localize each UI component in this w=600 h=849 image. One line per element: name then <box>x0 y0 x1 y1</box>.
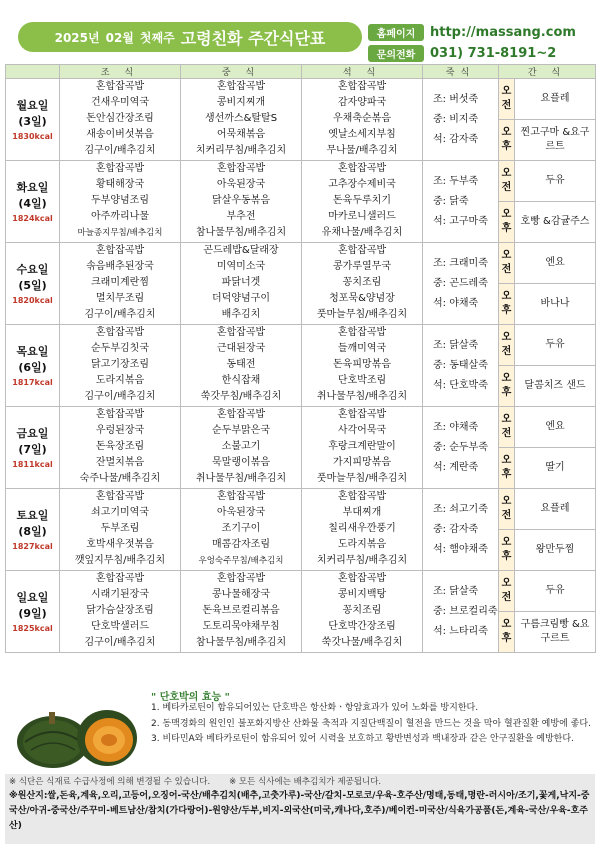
day-name: 금요일 <box>16 426 49 440</box>
breakfast-item: 멸치무조림 <box>95 293 145 304</box>
notes-box <box>5 774 595 844</box>
homepage-label: 홈페이지 <box>368 24 424 41</box>
day-name: 목요일 <box>16 344 49 358</box>
lunch-item: 조기구이 <box>221 523 261 534</box>
dinner-item: 혼합잡곡밥 <box>337 573 387 584</box>
dinner-item: 고추장수제비국 <box>328 179 396 190</box>
breakfast-item: 호박새우젓볶음 <box>86 539 154 550</box>
lunch-item: 콩나물해장국 <box>212 589 270 600</box>
breakfast-cell <box>60 489 181 571</box>
porridge-item: 중: 감자죽 <box>433 523 479 535</box>
breakfast-item: 아주까리나물 <box>91 211 149 222</box>
snack-header: 간 식 <box>499 65 596 79</box>
dinner-cell <box>302 407 423 489</box>
contact-box <box>368 22 596 64</box>
porridge-item: 석: 고구마죽 <box>433 215 488 227</box>
lunch-item: 어묵채볶음 <box>216 129 266 140</box>
porridge-item: 조: 닭살죽 <box>433 339 479 351</box>
day-cell <box>6 325 60 407</box>
day-row <box>6 161 596 202</box>
dinner-cell <box>302 571 423 653</box>
breakfast-item: 솎음배추된장국 <box>86 261 154 272</box>
breakfast-item: 혼합잡곡밥 <box>95 163 145 174</box>
dinner-item: 혼합잡곡밥 <box>337 491 387 502</box>
lunch-cell <box>181 407 302 489</box>
dinner-item: 혼합잡곡밥 <box>337 409 387 420</box>
snack-am: 엔요 <box>515 243 596 284</box>
lunch-item: 파닭너겟 <box>221 277 261 288</box>
lunch-item: 배추김치 <box>221 309 261 320</box>
breakfast-item: 김구이/배추김치 <box>84 309 156 320</box>
breakfast-item: 혼합잡곡밥 <box>95 491 145 502</box>
day-row <box>6 407 596 448</box>
snack-pm: 호빵 &감귤주스 <box>515 202 596 243</box>
porridge-item: 중: 순두부죽 <box>433 441 488 453</box>
snack-am: 엔요 <box>515 407 596 448</box>
lunch-item: 쑥갓무침/배추김치 <box>200 391 282 402</box>
porridge-item: 석: 단호박죽 <box>433 379 488 391</box>
porridge-item: 조: 크래미죽 <box>433 257 488 269</box>
pm-text: 오후 <box>501 619 512 644</box>
breakfast-item: 숙주나물/배추김치 <box>79 473 161 484</box>
day-row <box>6 489 596 530</box>
breakfast-item: 두부조림 <box>100 523 140 534</box>
snack-pm: 찐고구마 &요구르트 <box>515 120 596 161</box>
dinner-item: 도라지볶음 <box>337 539 387 550</box>
am-text: 오전 <box>501 250 512 275</box>
breakfast-item: 돈육장조림 <box>95 441 145 452</box>
day-name: 일요일 <box>16 590 49 604</box>
day-kcal: 1811kcal <box>12 459 53 469</box>
dinner-item: 꽁치조림 <box>342 605 382 616</box>
porridge-item: 조: 버섯죽 <box>433 93 479 105</box>
breakfast-item: 김구이/배추김치 <box>84 637 156 648</box>
day-name: 수요일 <box>16 262 49 276</box>
day-cell <box>6 489 60 571</box>
porridge-cell <box>423 161 499 243</box>
day-date: (8일) <box>18 524 47 538</box>
lunch-item: 혼합잡곡밥 <box>216 163 266 174</box>
lunch-item: 참나물무침/배추김치 <box>195 637 287 648</box>
breakfast-item: 돈안심간장조림 <box>86 113 154 124</box>
dinner-item: 혼합잡곡밥 <box>337 163 387 174</box>
dinner-item: 혼합잡곡밥 <box>337 327 387 338</box>
breakfast-item: 건새우미역국 <box>91 97 149 108</box>
dinner-item: 혼합잡곡밥 <box>337 245 387 256</box>
day-kcal: 1817kcal <box>12 377 53 387</box>
porridge-item: 석: 계란죽 <box>433 461 479 473</box>
porridge-cell <box>423 407 499 489</box>
porridge-item: 석: 느타리죽 <box>433 625 488 637</box>
am-text: 오전 <box>501 86 512 111</box>
lunch-cell <box>181 571 302 653</box>
dinner-item: 치커리무침/배추김치 <box>316 555 408 566</box>
am-label <box>499 161 515 202</box>
porridge-item: 석: 햄야채죽 <box>433 543 488 555</box>
breakfast-item: 새송이버섯볶음 <box>86 129 154 140</box>
breakfast-item: 쇠고기미역국 <box>91 507 149 518</box>
lunch-cell <box>181 243 302 325</box>
dinner-item: 단호박조림 <box>337 375 387 386</box>
lunch-item: 돈육브로컬리볶음 <box>202 605 280 616</box>
breakfast-item: 황태해장국 <box>95 179 145 190</box>
porridge-cell <box>423 79 499 161</box>
breakfast-item: 닭고기장조림 <box>91 359 149 370</box>
pm-label <box>499 284 515 325</box>
info-text <box>151 701 591 748</box>
porridge-item: 조: 두부죽 <box>433 175 479 187</box>
dinner-item: 가지피망볶음 <box>333 457 391 468</box>
porridge-item: 석: 야채죽 <box>433 297 479 309</box>
lunch-item: 혼합잡곡밥 <box>216 491 266 502</box>
day-cell <box>6 571 60 653</box>
month: 02월 <box>105 30 134 45</box>
am-text: 오전 <box>501 578 512 603</box>
day-cell <box>6 161 60 243</box>
lunch-item: 도토리묵야채무침 <box>202 621 280 632</box>
pm-text: 오후 <box>501 209 512 234</box>
dinner-item: 단호박간장조림 <box>328 621 396 632</box>
breakfast-item: 혼합잡곡밥 <box>95 81 145 92</box>
day-cell <box>6 243 60 325</box>
origin-text: ※원산지:쌀,돈육,계육,오리,고등어,오징어-국산/배추김치(배추,고춧가루)-국산/갈치-모로코/우육-호주산/명태,동태,명란-러시아/조기,꽃게,낙지-중국산/아귀-중국산/주꾸미-베트남산/참치(가다랑어)-원양산/두부,비지-외국산(미국,캐나다,호주)/베이컨-미국산/식육가공품(돈,계육-국산/우육-호주산) <box>9 791 590 831</box>
day-kcal: 1830kcal <box>12 131 53 141</box>
porridge-item: 조: 닭살죽 <box>433 585 479 597</box>
breakfast-cell <box>60 325 181 407</box>
day-date: (4일) <box>18 196 47 210</box>
porridge-cell <box>423 489 499 571</box>
lunch-item: 혼합잡곡밥 <box>216 573 266 584</box>
dinner-item: 감자양파국 <box>337 97 387 108</box>
dinner-cell <box>302 325 423 407</box>
day-kcal: 1825kcal <box>12 623 53 633</box>
notes-line <box>9 776 591 789</box>
lunch-item: 혼합잡곡밥 <box>216 409 266 420</box>
lunch-item: 치커리무침/배추김치 <box>195 145 287 156</box>
note-change: ※ 식단은 식재료 수급사정에 의해 변경될 수 있습니다. <box>9 777 211 787</box>
pm-label <box>499 202 515 243</box>
breakfast-item: 김구이/배추김치 <box>84 391 156 402</box>
lunch-item: 취나물무침/배추김치 <box>195 473 287 484</box>
snack-pm: 딸기 <box>515 448 596 489</box>
pumpkin-info <box>5 688 595 774</box>
dinner-cell <box>302 489 423 571</box>
porridge-item: 조: 쇠고기죽 <box>433 503 488 515</box>
porridge-item: 중: 브로컬리죽 <box>433 605 498 617</box>
page-title: 고령친화 주간식단표 <box>180 28 326 48</box>
menu-table <box>5 64 596 653</box>
dinner-item: 돈육피망볶음 <box>333 359 391 370</box>
dinner-item: 콩가루열무국 <box>333 261 391 272</box>
am-label <box>499 243 515 284</box>
snack-pm: 달콤치즈 샌드 <box>515 366 596 407</box>
breakfast-item: 단호박샐러드 <box>91 621 149 632</box>
dinner-item: 쑥갓나물/배추김치 <box>321 637 403 648</box>
pm-text: 오후 <box>501 291 512 316</box>
lunch-item: 동태전 <box>226 359 256 370</box>
day-kcal: 1820kcal <box>12 295 53 305</box>
pm-text: 오후 <box>501 537 512 562</box>
breakfast-item: 혼합잡곡밥 <box>95 245 145 256</box>
dinner-header: 석 식 <box>302 65 423 79</box>
dinner-item: 부대찌개 <box>342 507 382 518</box>
breakfast-item: 도라지볶음 <box>95 375 145 386</box>
dinner-item: 마카로니샐러드 <box>328 211 396 222</box>
breakfast-item: 마늘종지무침/배추김치 <box>77 228 163 238</box>
breakfast-item: 두부양념조림 <box>91 195 149 206</box>
menu-header-row <box>6 65 596 79</box>
phone-label: 문의전화 <box>368 45 424 62</box>
year: 2025년 <box>54 30 100 45</box>
lunch-item: 근대된장국 <box>216 343 266 354</box>
breakfast-header: 조 식 <box>60 65 181 79</box>
snack-am: 두유 <box>515 571 596 612</box>
lunch-item: 참나물무침/배추김치 <box>195 227 287 238</box>
dinner-item: 풋마늘무침/배추김치 <box>316 473 408 484</box>
am-text: 오전 <box>501 332 512 357</box>
porridge-cell <box>423 571 499 653</box>
snack-am: 요플레 <box>515 79 596 120</box>
snack-am: 두유 <box>515 161 596 202</box>
info-line: 3. 비타민A와 베타카로틴이 함유되어 있어 시력을 보호하고 황반변성과 백내장과 같은 안구질환을 예방한다. <box>151 734 574 744</box>
lunch-item: 매콤감자조림 <box>212 539 270 550</box>
lunch-item: 더덕양념구이 <box>212 293 270 304</box>
snack-am: 요플레 <box>515 489 596 530</box>
dinner-cell <box>302 161 423 243</box>
porridge-header: 죽식 <box>423 65 499 79</box>
am-text: 오전 <box>501 168 512 193</box>
am-label <box>499 407 515 448</box>
snack-pm: 왕만두찜 <box>515 530 596 571</box>
porridge-cell <box>423 325 499 407</box>
note-kimchi: ※ 모든 식사에는 배추김치가 제공됩니다. <box>229 777 382 787</box>
pm-label <box>499 612 515 653</box>
dinner-item: 콩비지백탕 <box>337 589 387 600</box>
breakfast-item: 혼합잡곡밥 <box>95 573 145 584</box>
porridge-item: 중: 닭죽 <box>433 195 469 207</box>
homepage-link[interactable]: http://massang.com <box>430 24 576 40</box>
am-label <box>499 489 515 530</box>
dinner-item: 들깨미역국 <box>337 343 387 354</box>
lunch-item: 닭살우동볶음 <box>212 195 270 206</box>
am-label <box>499 79 515 120</box>
day-row <box>6 325 596 366</box>
porridge-item: 중: 동태살죽 <box>433 359 488 371</box>
breakfast-cell <box>60 571 181 653</box>
porridge-item: 중: 비지죽 <box>433 113 479 125</box>
lunch-item: 혼합잡곡밥 <box>216 81 266 92</box>
breakfast-item: 크래미계란찜 <box>91 277 149 288</box>
pm-label <box>499 448 515 489</box>
day-kcal: 1824kcal <box>12 213 53 223</box>
lunch-item: 혼합잡곡밥 <box>216 327 266 338</box>
day-date: (6일) <box>18 360 47 374</box>
day-row <box>6 243 596 284</box>
breakfast-item: 혼합잡곡밥 <box>95 409 145 420</box>
dinner-item: 풋마늘무침/배추김치 <box>316 309 408 320</box>
lunch-item: 아욱된장국 <box>216 179 266 190</box>
porridge-item: 석: 감자죽 <box>433 133 479 145</box>
dinner-cell <box>302 79 423 161</box>
lunch-cell <box>181 161 302 243</box>
pm-label <box>499 120 515 161</box>
day-cell <box>6 407 60 489</box>
porridge-item: 중: 곤드레죽 <box>433 277 488 289</box>
breakfast-cell <box>60 407 181 489</box>
day-row <box>6 571 596 612</box>
lunch-item: 소불고기 <box>221 441 261 452</box>
am-text: 오전 <box>501 496 512 521</box>
day-date: (5일) <box>18 278 47 292</box>
lunch-item: 우엉숙주무침/배추김치 <box>198 556 284 566</box>
week: 첫째주 <box>139 30 175 45</box>
day-date: (9일) <box>18 606 47 620</box>
am-label <box>499 325 515 366</box>
breakfast-cell <box>60 79 181 161</box>
breakfast-item: 닭가슴살장조림 <box>86 605 154 616</box>
dinner-item: 취나물무침/배추김치 <box>316 391 408 402</box>
dinner-cell <box>302 243 423 325</box>
day-name: 토요일 <box>16 508 49 522</box>
lunch-item: 묵말랭이볶음 <box>212 457 270 468</box>
porridge-cell <box>423 243 499 325</box>
dinner-item: 사각어묵국 <box>337 425 387 436</box>
lunch-item: 부추전 <box>226 211 256 222</box>
day-date: (3일) <box>18 114 47 128</box>
info-line: 2. 동맥경화의 원인인 불포화지방산 산화물 축적과 지질단백질이 혈전을 만드는 것을 막아 혈관질환 예방에 좋다. <box>151 718 591 729</box>
dinner-item: 혼합잡곡밥 <box>337 81 387 92</box>
day-name: 화요일 <box>16 180 49 194</box>
info-title: " 단호박의 효능 " <box>151 692 230 703</box>
dinner-item: 유채나물/배추김치 <box>321 227 403 238</box>
dinner-item: 후랑크계란말이 <box>328 441 396 452</box>
day-kcal: 1827kcal <box>12 541 53 551</box>
breakfast-cell <box>60 243 181 325</box>
pm-text: 오후 <box>501 455 512 480</box>
breakfast-item: 순두부김칫국 <box>91 343 149 354</box>
porridge-item: 조: 야채죽 <box>433 421 479 433</box>
breakfast-item: 잔멸치볶음 <box>95 457 145 468</box>
breakfast-item: 혼합잡곡밥 <box>95 327 145 338</box>
lunch-item: 곤드레밥&달래장 <box>203 245 279 256</box>
breakfast-item: 김구이/배추김치 <box>84 145 156 156</box>
lunch-item: 아욱된장국 <box>216 507 266 518</box>
breakfast-cell <box>60 161 181 243</box>
breakfast-item: 시래기된장국 <box>91 589 149 600</box>
dinner-item: 돈육두루치기 <box>333 195 391 206</box>
pumpkin-image <box>11 692 141 772</box>
lunch-item: 한식잡채 <box>221 375 261 386</box>
day-cell <box>6 79 60 161</box>
snack-am: 두유 <box>515 325 596 366</box>
dinner-item: 무나물/배추김치 <box>326 145 398 156</box>
dinner-item: 칠리새우깐풍기 <box>328 523 396 534</box>
lunch-cell <box>181 79 302 161</box>
pm-text: 오후 <box>501 373 512 398</box>
lunch-item: 콩비지찌개 <box>216 97 266 108</box>
dinner-item: 옛날소세지부침 <box>328 129 396 140</box>
pm-text: 오후 <box>501 127 512 152</box>
phone-number: 031) 731-8191~2 <box>430 45 557 61</box>
am-label <box>499 571 515 612</box>
lunch-item: 미역미소국 <box>216 261 266 272</box>
breakfast-item: 우렁된장국 <box>95 425 145 436</box>
dinner-item: 우채축순볶음 <box>333 113 391 124</box>
lunch-item: 순두부맑은국 <box>212 425 270 436</box>
pm-label <box>499 530 515 571</box>
snack-pm: 바나나 <box>515 284 596 325</box>
info-line: 1. 베타카로틴이 함유되어있는 단호박은 항산화ㆍ항암효과가 있어 노화를 방지한다. <box>151 703 479 713</box>
breakfast-item: 깻잎지무침/배추김치 <box>74 555 166 566</box>
pm-label <box>499 366 515 407</box>
header <box>0 0 600 62</box>
dinner-item: 청포묵&양념장 <box>329 293 395 304</box>
homepage-row <box>368 22 596 42</box>
am-text: 오전 <box>501 414 512 439</box>
phone-row <box>368 43 596 63</box>
dinner-item: 꽁치조림 <box>342 277 382 288</box>
lunch-cell <box>181 325 302 407</box>
lunch-header: 중 식 <box>181 65 302 79</box>
lunch-cell <box>181 489 302 571</box>
day-row <box>6 79 596 120</box>
snack-pm: 구름크림빵 &요구르트 <box>515 612 596 653</box>
corner-header <box>6 65 60 79</box>
day-date: (7일) <box>18 442 47 456</box>
menu-body <box>6 79 596 653</box>
title-bar <box>18 22 362 52</box>
day-name: 월요일 <box>16 98 49 112</box>
lunch-item: 생선까스&탈탈S <box>204 113 278 124</box>
